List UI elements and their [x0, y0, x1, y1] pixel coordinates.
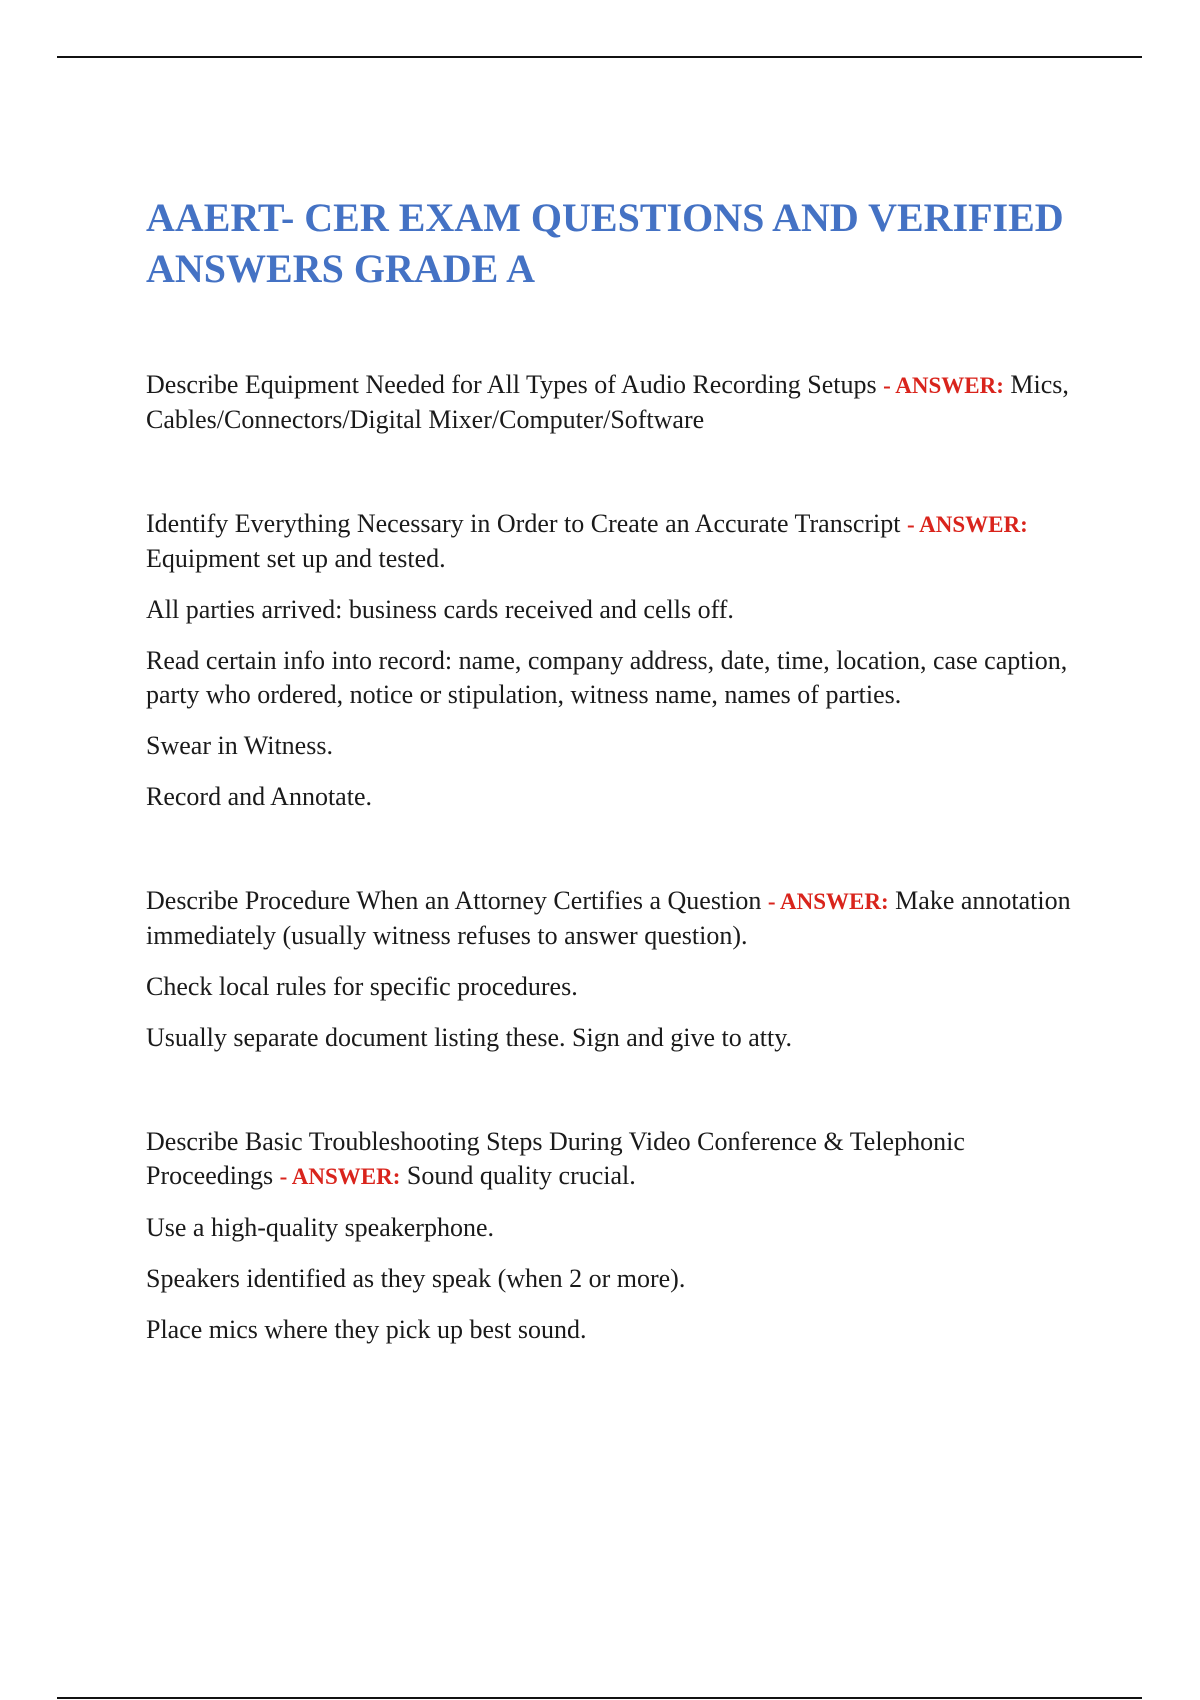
- qa-block: [146, 368, 1086, 437]
- question-text: Describe Procedure When an Attorney Certifies a Question: [146, 886, 762, 915]
- answer-line: Use a high-quality speakerphone.: [146, 1213, 495, 1242]
- qa-question-line: [146, 368, 1086, 437]
- qa-question-line: [146, 1125, 1086, 1194]
- qa-block: [146, 507, 1086, 814]
- qa-block: [146, 1125, 1086, 1347]
- document-body: [146, 192, 1086, 1364]
- answer-line: Record and Annotate.: [146, 782, 372, 811]
- answer-line: Check local rules for specific procedures.: [146, 972, 578, 1001]
- answer-line: Read certain info into record: name, company address, date, time, location, case caption, party who ordered, notice or stipulation, witness name, names of parties.: [146, 646, 1068, 709]
- answer-line: Speakers identified as they speak (when 2 or more).: [146, 1264, 686, 1293]
- answer-line: Usually separate document listing these. Sign and give to atty.: [146, 1023, 793, 1052]
- footer-rule: [57, 1697, 1142, 1699]
- answer-text: Sound quality crucial.: [406, 1161, 636, 1190]
- answer-text: Make annotation immediately (usually witness refuses to answer question).: [146, 886, 1071, 950]
- qa-question-line: [146, 884, 1086, 953]
- answer-tag: - ANSWER:: [767, 889, 889, 914]
- question-text: Describe Equipment Needed for All Types of Audio Recording Setups: [146, 370, 877, 399]
- answer-tag: - ANSWER:: [883, 373, 1004, 398]
- answer-text: Equipment set up and tested.: [146, 544, 446, 573]
- question-text: Identify Everything Necessary in Order to Create an Accurate Transcript: [146, 509, 901, 538]
- answer-line: Swear in Witness.: [146, 731, 333, 760]
- header-rule: [57, 56, 1142, 58]
- question-text: Describe Basic Troubleshooting Steps During Video Conference & Telephonic Proceedings: [146, 1127, 965, 1190]
- answer-text: Mics, Cables/Connectors/Digital Mixer/Computer/Software: [146, 370, 1069, 434]
- document-title: AAERT- CER EXAM QUESTIONS AND VERIFIED ANSWERS GRADE A: [146, 195, 1064, 291]
- qa-question-line: [146, 507, 1086, 576]
- answer-tag: - ANSWER:: [279, 1164, 401, 1189]
- answer-line: All parties arrived: business cards received and cells off.: [146, 595, 734, 624]
- answer-line: Place mics where they pick up best sound.: [146, 1315, 587, 1344]
- answer-tag: - ANSWER:: [906, 512, 1028, 537]
- qa-block: [146, 884, 1086, 1055]
